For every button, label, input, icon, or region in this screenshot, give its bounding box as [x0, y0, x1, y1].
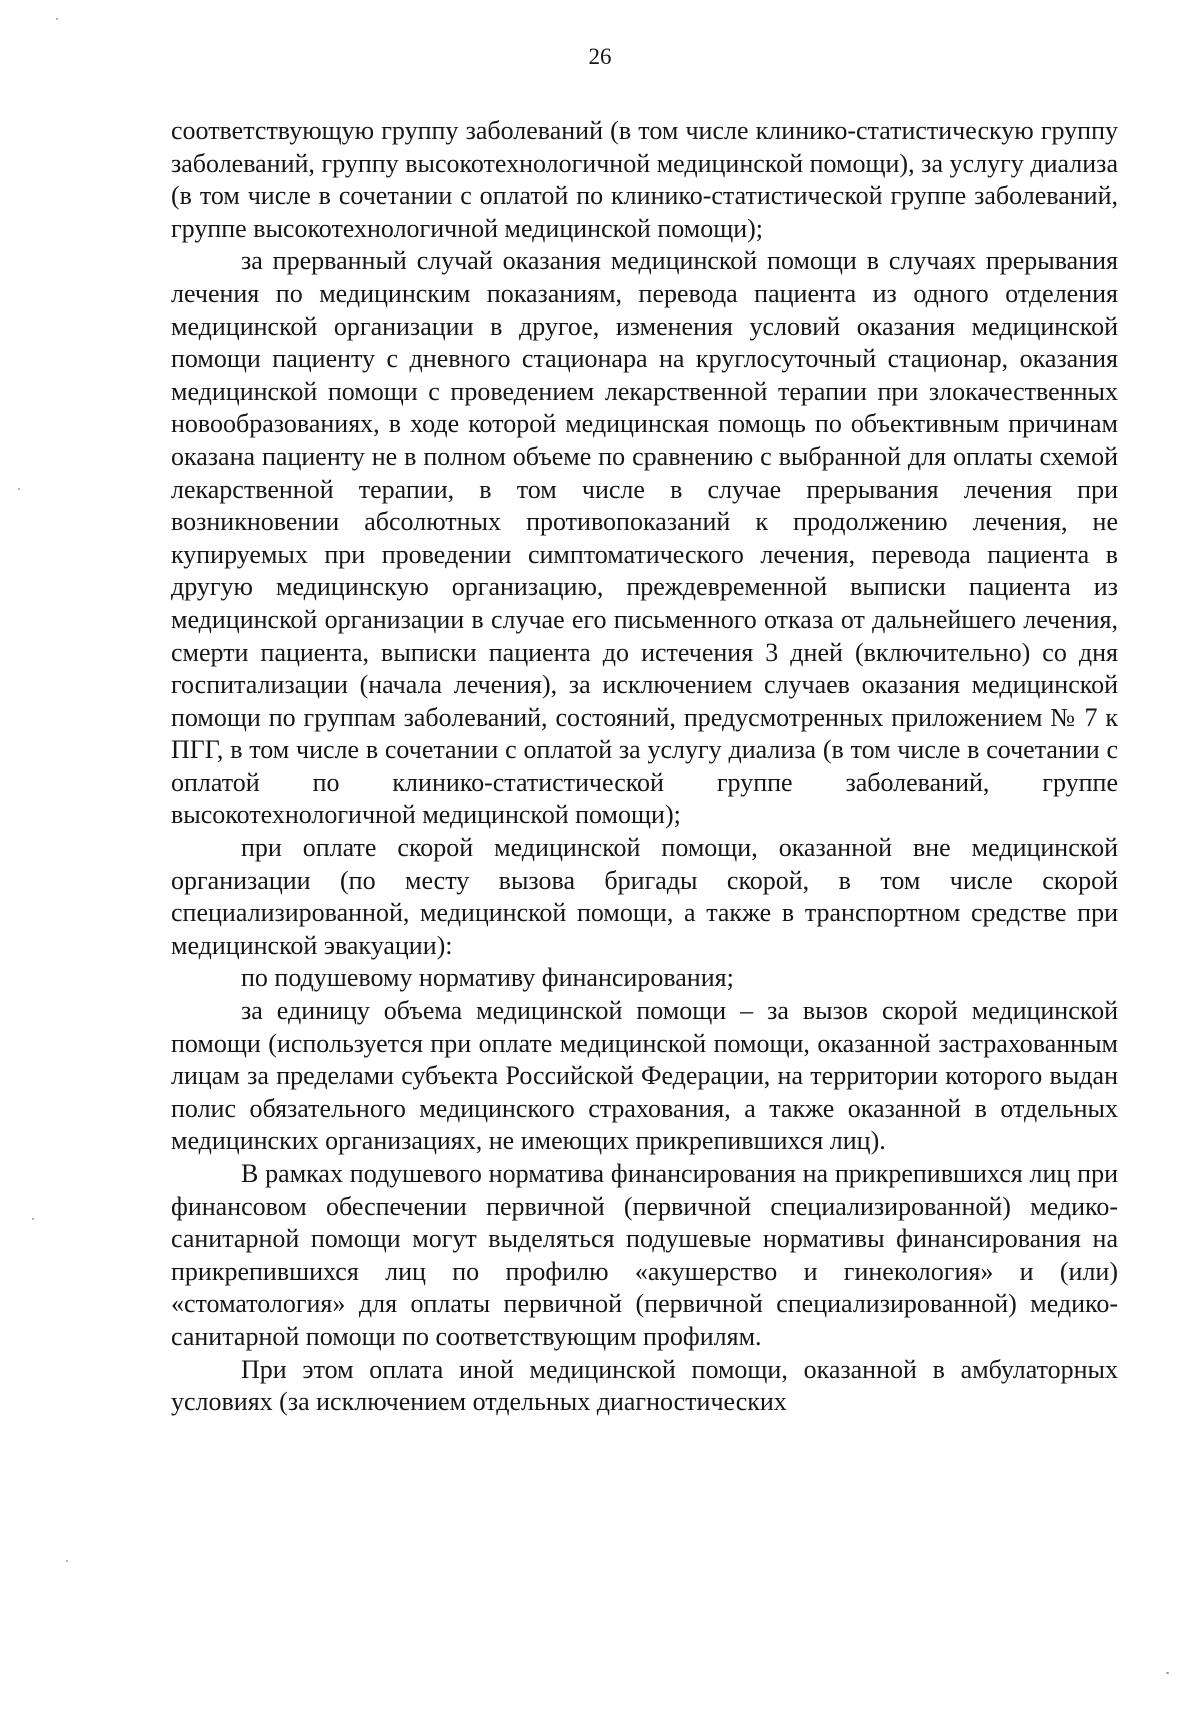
paragraph-1: соответствующую группу заболеваний (в том числе клинико-статистическую группу заболеваний, группу высокотехнологичной медицинской помощи), за услугу диализа (в том числе в сочетании с оплатой по клинико-статистической группе заболеваний, группе высокотехнологичной медицинской помощи); [171, 116, 1118, 243]
paragraph-4: по подушевому нормативу финансирования; [241, 963, 734, 993]
paragraph-2: за прерванный случай оказания медицинской помощи в случаях прерывания лечения по медицинским показаниям, перевода пациента из одного отделения медицинской организации в другое, изменения условий оказания медицинской помощи пациенту с дневного стационара на круглосуточный стационар, оказания медицинской помощи с проведением лекарственной терапии при злокачественных новообразованиях, в ходе которой медицинская помощь по объективным причинам оказана пациенту не в полном объеме по сравнению с выбранной для оплаты схемой лекарственной терапии, в том числе в случае прерывания лечения при возникновении абсолютных противопоказаний к продолжению лечения, не купируемых при проведении симптоматического лечения, перевода пациента в другую медицинскую организацию, преждевременной выписки пациента из медицинской организации в случае его письменного отказа от дальнейшего лечения, смерти пациента, выписки пациента до истечения 3 дней (включительно) со дня госпитализации (начала лечения), за исключением случаев оказания медицинской помощи по группам заболеваний, состояний, предусмотренных приложением № 7 к ПГГ, в том числе в сочетании с оплатой за услугу диализа (в том числе в сочетании с оплатой по клинико-статистической группе заболеваний, группе высокотехнологичной медицинской помощи); [171, 246, 1118, 830]
scan-speck [56, 18, 58, 20]
scan-speck [32, 1218, 34, 1220]
paragraph-5: за единицу объема медицинской помощи – за вызов скорой медицинской помощи (используется при оплате медицинской помощи, оказанной застрахованным лицам за пределами субъекта Российской Федерации, на территории которого выдан полис обязательного медицинского страхования, а также оказанной в отдельных медицинских организациях, не имеющих прикрепившихся лиц). [171, 996, 1118, 1156]
scan-speck [1166, 1672, 1169, 1674]
scan-speck [18, 488, 20, 490]
page-number: 26 [588, 44, 612, 69]
paragraph-3: при оплате скорой медицинской помощи, оказанной вне медицинской организации (по месту вызова бригады скорой, в том числе скорой специализированной, медицинской помощи, а также в транспортном средстве при медицинской эвакуации): [171, 833, 1118, 960]
paragraph-7-last-line: При этом оплата иной медицинской помощи, оказанной в амбулаторных условиях (за исключением отдельных диагностических [171, 1354, 1118, 1417]
document-body [171, 115, 1118, 1419]
paragraph-6: В рамках подушевого норматива финансирования на прикрепившихся лиц при финансовом обеспечении первичной (первичной специализированной) медико-санитарной помощи могут выделяться подушевые нормативы финансирования на прикрепившихся лиц по профилю «акушерство и гинекология» и (или) «стоматология» для оплаты первичной (первичной специализированной) медико-санитарной помощи по соответствующим профилям. [171, 1159, 1118, 1351]
scan-speck [66, 1560, 68, 1562]
